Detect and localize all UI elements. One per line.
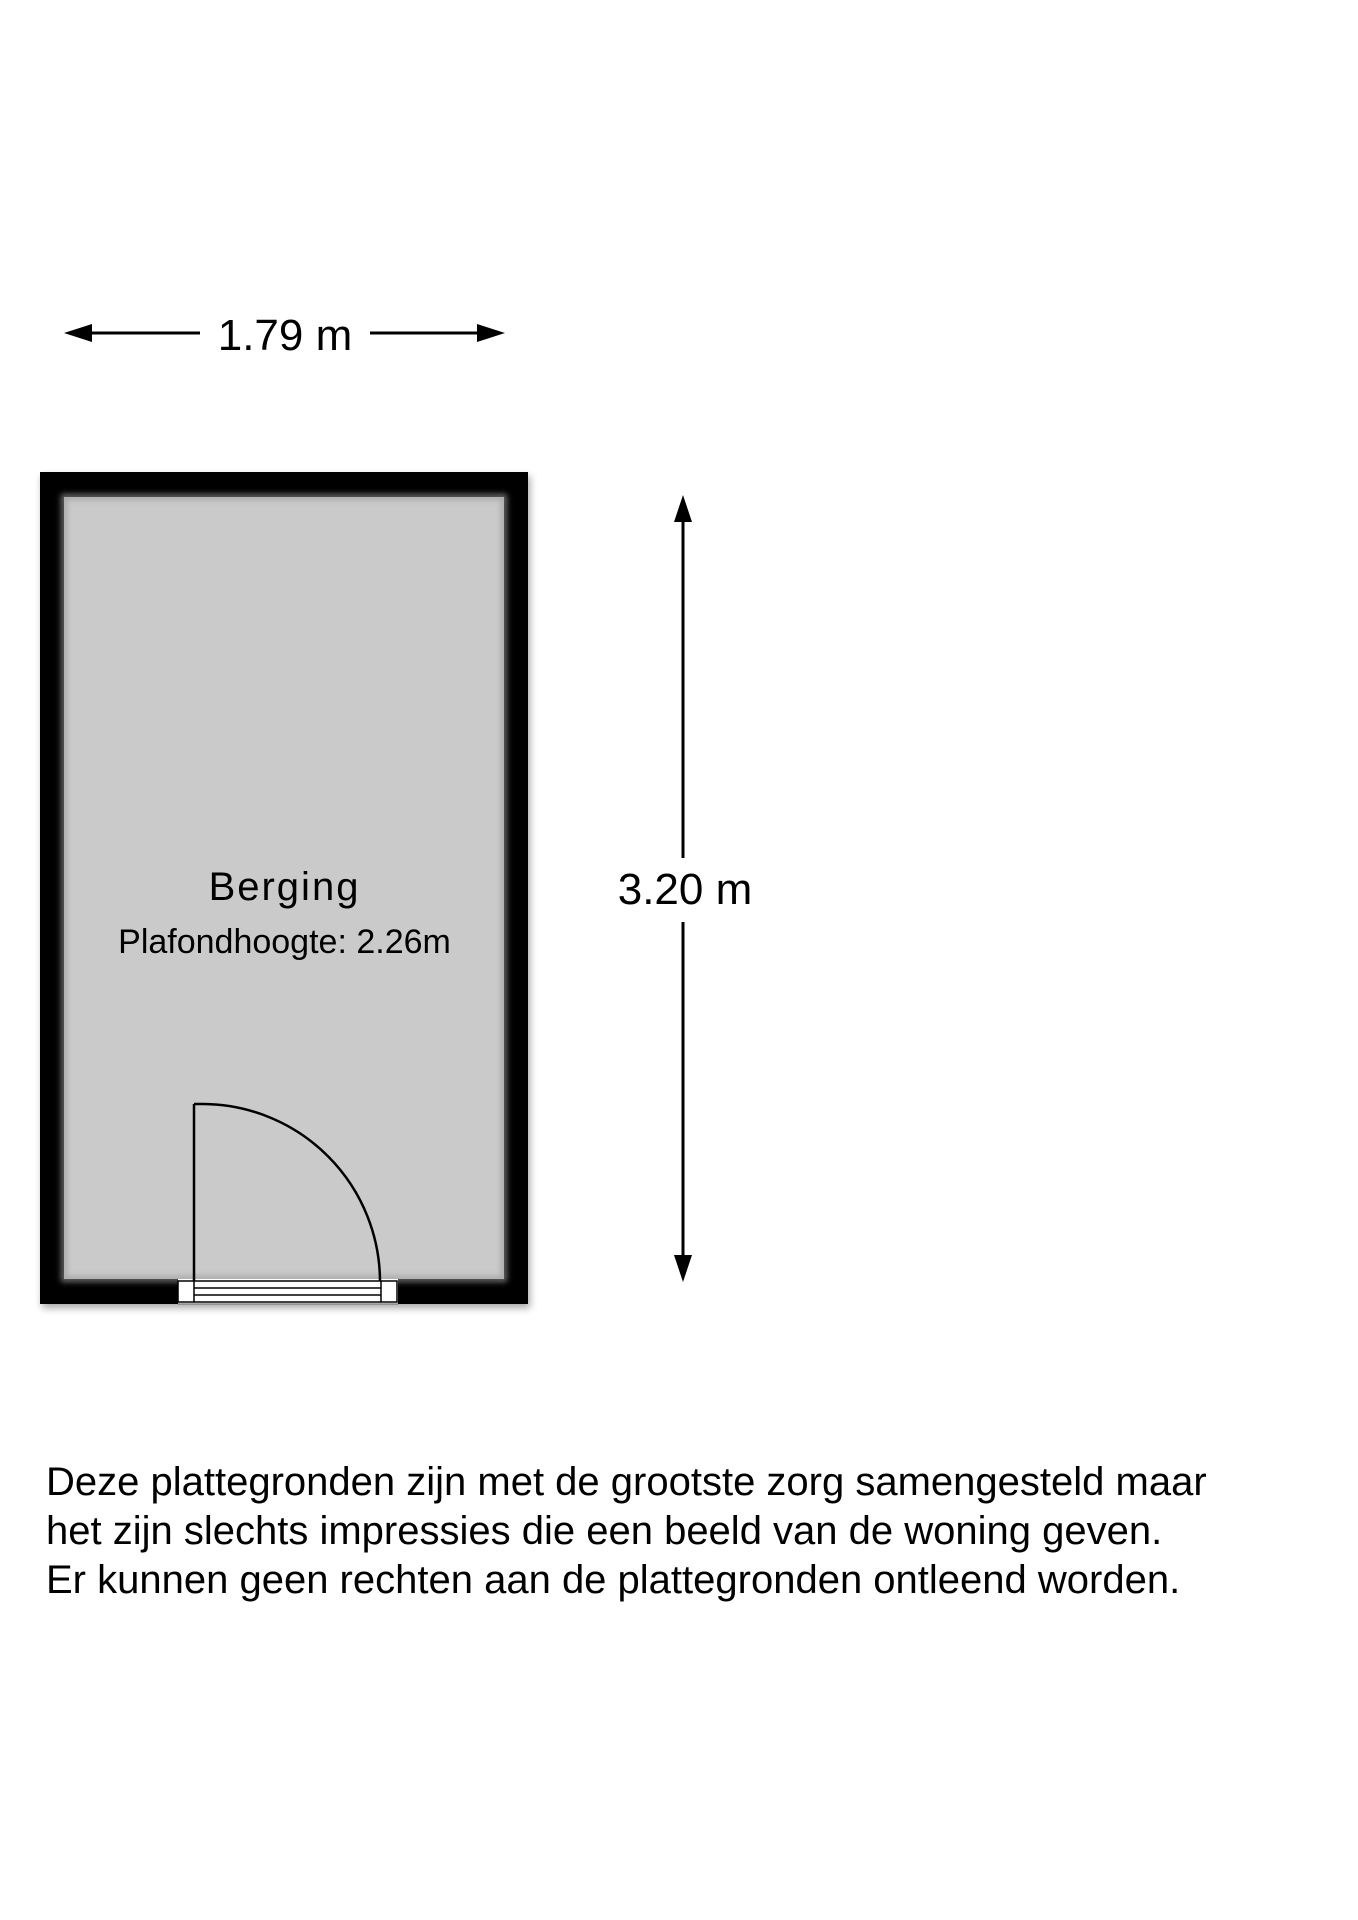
disclaimer-line: Deze plattegronden zijn met de grootste zorg samengesteld maar <box>46 1460 1207 1504</box>
disclaimer-line: Er kunnen geen rechten aan de plattegronden ontleend worden. <box>46 1558 1181 1602</box>
room-name: Berging <box>208 865 361 909</box>
disclaimer <box>46 1458 1346 1605</box>
room-ceiling-height: Plafondhoogte: 2.26m <box>118 923 451 961</box>
length-dimension-label: 3.20 m <box>610 858 760 922</box>
disclaimer-line: het zijn slechts impressies die een beeld van de woning geven. <box>46 1509 1163 1553</box>
width-dimension-label: 1.79 m <box>200 306 370 366</box>
